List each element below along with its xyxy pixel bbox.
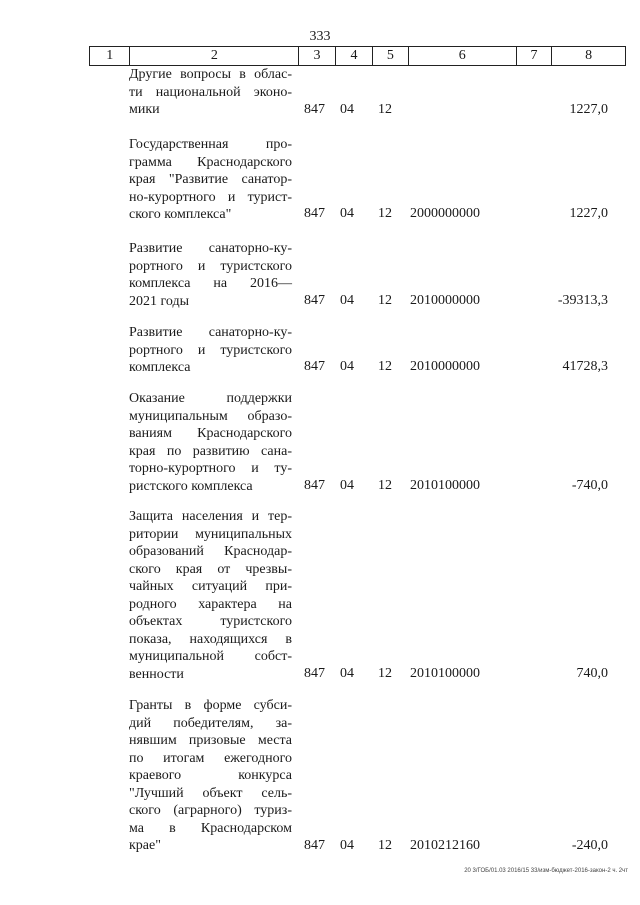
column-header-4: 4 — [335, 47, 372, 66]
description-line: 2021 годы — [129, 293, 190, 309]
row-description — [129, 390, 292, 495]
row-amount: 1227,0 — [569, 206, 608, 221]
description-line: рортного и туристского — [129, 258, 292, 274]
row-description — [129, 697, 292, 855]
description-line: грамма Краснодарского — [129, 154, 292, 170]
description-line: крае" — [129, 838, 161, 853]
description-line: родного характера на — [129, 596, 292, 612]
row-code-3: 847 — [304, 478, 325, 493]
column-header-3: 3 — [299, 47, 335, 66]
row-description — [129, 324, 292, 377]
row-code-6: 2010000000 — [410, 293, 480, 308]
description-line: Гранты в форме субси- — [129, 698, 292, 713]
description-line: чайных ситуаций при- — [129, 579, 292, 594]
description-line: венности — [129, 666, 184, 682]
description-line: торно-курортного и ту- — [129, 461, 292, 476]
column-header-row — [89, 46, 626, 66]
description-line: дий победителям, за- — [129, 715, 292, 731]
row-code-4: 04 — [340, 206, 354, 221]
row-code-6: 2010000000 — [410, 359, 480, 374]
row-code-3: 847 — [304, 359, 325, 374]
row-amount: 41728,3 — [562, 359, 608, 374]
row-description — [129, 66, 292, 119]
description-line: ти национальной эконо- — [129, 84, 292, 100]
description-line: мики — [129, 102, 160, 117]
row-code-5: 12 — [378, 359, 392, 374]
description-line: ритории муниципальных — [129, 526, 292, 542]
description-line: Оказание поддержки — [129, 391, 292, 406]
row-code-3: 847 — [304, 666, 325, 681]
column-header-7: 7 — [516, 47, 551, 66]
row-amount: 1227,0 — [569, 102, 608, 117]
description-line: краевого конкурса — [129, 768, 292, 783]
description-line: ского края от чрезвы- — [129, 561, 292, 577]
row-code-5: 12 — [378, 206, 392, 221]
description-line: Другие вопросы в облас- — [129, 67, 292, 82]
description-line: Развитие санаторно-ку- — [129, 325, 292, 340]
description-line: ма в Краснодарском — [129, 820, 292, 836]
row-amount: -240,0 — [571, 838, 608, 853]
description-line: ского комплекса" — [129, 207, 232, 222]
row-code-5: 12 — [378, 102, 392, 117]
row-code-3: 847 — [304, 838, 325, 853]
description-line: "Лучший объект сель- — [129, 785, 292, 801]
description-line: муниципальным образо- — [129, 408, 292, 424]
description-line: муниципальной собст- — [129, 649, 292, 664]
description-line: края "Развитие санатор- — [129, 172, 292, 187]
description-line: показа, находящихся в — [129, 631, 292, 647]
column-header-1: 1 — [90, 47, 130, 66]
description-line: образований Краснодар- — [129, 544, 292, 559]
description-line: рортного и туристского — [129, 342, 292, 358]
description-line: но-курортного и турист- — [129, 189, 292, 205]
row-description — [129, 508, 292, 683]
page-number: 333 — [309, 29, 331, 44]
row-code-4: 04 — [340, 666, 354, 681]
row-amount: 740,0 — [576, 666, 608, 681]
description-line: по итогам ежегодного — [129, 750, 292, 766]
description-line: Государственная про- — [129, 137, 292, 152]
row-code-5: 12 — [378, 838, 392, 853]
row-code-3: 847 — [304, 102, 325, 117]
row-code-4: 04 — [340, 838, 354, 853]
column-header-5: 5 — [373, 47, 408, 66]
description-line: Защита населения и тер- — [129, 509, 292, 524]
row-amount: -740,0 — [571, 478, 608, 493]
row-code-5: 12 — [378, 478, 392, 493]
footer-file-reference: 20 3/ГОБ/01.03 2016/15 33/изм-бюджет-2016-закон-2 ч. 2чт — [464, 868, 628, 874]
row-amount: -39313,3 — [557, 293, 608, 308]
row-code-3: 847 — [304, 293, 325, 308]
description-line: Развитие санаторно-ку- — [129, 241, 292, 256]
description-line: ского (аграрного) туриз- — [129, 803, 292, 818]
row-code-4: 04 — [340, 102, 354, 117]
description-line: нявшим призовые места — [129, 733, 292, 748]
row-code-3: 847 — [304, 206, 325, 221]
description-line: объектах туристского — [129, 614, 292, 629]
row-code-4: 04 — [340, 293, 354, 308]
column-header-2: 2 — [130, 47, 299, 66]
row-description — [129, 240, 292, 310]
row-code-5: 12 — [378, 293, 392, 308]
description-line: ристского комплекса — [129, 478, 253, 494]
row-code-6: 2000000000 — [410, 206, 480, 221]
row-code-6: 2010100000 — [410, 478, 480, 493]
description-line: комплекса на 2016— — [129, 276, 292, 291]
column-header-8: 8 — [552, 47, 626, 66]
row-description — [129, 136, 292, 224]
row-code-6: 2010100000 — [410, 666, 480, 681]
column-header-6: 6 — [408, 47, 516, 66]
description-line: комплекса — [129, 360, 191, 375]
description-line: края по развитию сана- — [129, 443, 292, 459]
row-code-5: 12 — [378, 666, 392, 681]
row-code-6: 2010212160 — [410, 838, 480, 853]
description-line: ваниям Краснодарского — [129, 426, 292, 441]
row-code-4: 04 — [340, 478, 354, 493]
row-code-4: 04 — [340, 359, 354, 374]
